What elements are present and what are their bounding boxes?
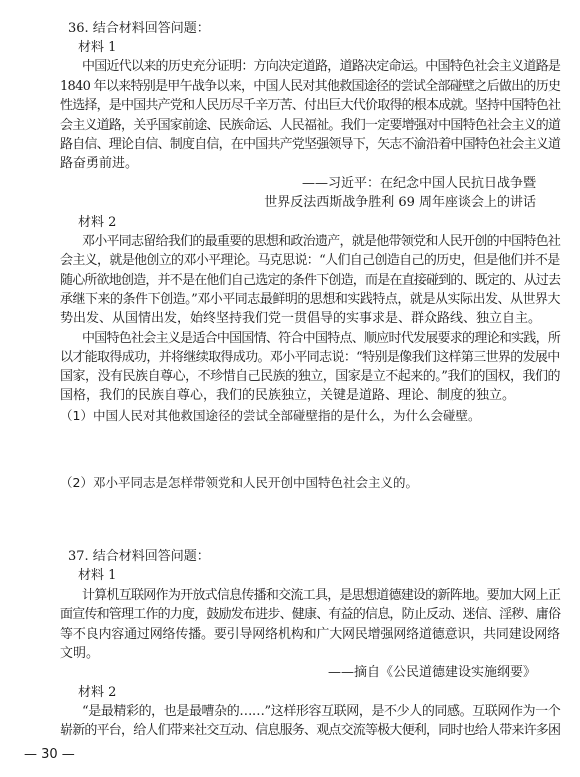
q36-subquestion-2: （2）邓小平同志是怎样带领党和人民开创中国特色社会主义的。	[60, 475, 418, 490]
q37-material2-label: 材料 2	[78, 685, 117, 700]
q37-m1-line-3: 等不良内容通过网络传播。要引导网络机构和广大网民增强网络道德意识，共同建设网络	[60, 627, 560, 642]
q36-m2-line-9: 国格，我们的民族自尊心，我们的民族独立，关键是道路、理论、制度的独立。	[60, 388, 516, 403]
q36-m2-line-2: 会主义，就是他创立的邓小平理论。马克思说：“人们自己创造自己的历史，但是他们并不是	[60, 253, 560, 268]
q36-m2-line-3: 随心所欲地创造，并不是在他们自己选定的条件下创造，而是在直接碰到的、既定的、从过去	[60, 273, 561, 288]
q36-m1-line-1: 中国近代以来的历史充分证明：方向决定道路，道路决定命运。中国特色社会主义道路是	[82, 59, 561, 74]
q36-m2-line-7: 以才能取得成功，并将继续取得成功。邓小平同志说：“特别是像我们这样第三世界的发展中	[60, 350, 560, 365]
q36-m1-line-2: 1840 年以来特别是甲午战争以来，中国人民对其他救国途径的尝试全部碰壁之后做出的历史	[60, 79, 561, 94]
q36-m2-line-8: 国家，没有民族自尊心，不珍惜自己民族的独立，国家是立不起来的。”我们的国权，我们的	[60, 369, 561, 384]
q36-m1-source-1: ——习近平：在纪念中国人民抗日战争暨	[301, 176, 536, 191]
q36-subquestion-1: （1）中国人民对其他救国途径的尝试全部碰壁指的是什么，为什么会碰壁。	[60, 408, 481, 423]
q36-m2-line-5: 势出发、从国情出发，始终坚持我们党一贯倡导的实事求是、群众路线、独立自主。	[60, 311, 542, 326]
q37-title: 37. 结合材料回答问题：	[68, 549, 210, 564]
q36-m1-line-5: 路自信、理论自信、制度自信，在中国共产党坚强领导下，矢志不渝沿着中国特色社会主义道	[60, 137, 561, 152]
q36-m2-line-4: 承继下来的条件下创造。”邓小平同志最鲜明的思想和实践特点，就是从实际出发、从世界大	[60, 292, 561, 307]
q37-material1-label: 材料 1	[78, 568, 117, 583]
q37-m1-line-2: 面宣传和管理工作的力度，鼓励发布进步、健康、有益的信息，防止反动、迷信、淫秽、庸俗	[60, 607, 561, 622]
q36-m1-source-2: 世界反法西斯战争胜利 69 周年座谈会上的讲话	[264, 195, 536, 210]
q37-m2-line-2: 崭新的平台，给人们带来社交互动、信息服务、观点交流等极大便利，同时也给人带来许多困	[60, 723, 561, 738]
q37-m1-line-1: 计算机互联网作为开放式信息传播和交流工具，是思想道德建设的新阵地。要加大网上正	[82, 588, 561, 603]
q37-m1-line-4: 文明。	[60, 646, 100, 661]
q37-m2-line-1: “是最精彩的，也是最嘈杂的……”这样形容互联网，是不少人的同感。互联网作为一个	[82, 704, 561, 719]
q36-material1-label: 材料 1	[78, 40, 117, 55]
q36-title: 36. 结合材料回答问题：	[68, 21, 210, 36]
q36-m1-line-4: 会主义道路，关乎国家前途、民族命运、人民福祉。我们一定要增强对中国特色社会主义的道	[60, 118, 561, 133]
q36-m2-line-6: 中国特色社会主义是适合中国国情、符合中国特点、顺应时代发展要求的理论和实践，所	[82, 331, 561, 346]
page-number: — 30 —	[24, 747, 75, 762]
q36-m2-line-1: 邓小平同志留给我们的最重要的思想和政治遗产，就是他带领党和人民开创的中国特色社	[82, 234, 561, 249]
q36-m1-line-6: 路奋勇前进。	[60, 156, 139, 171]
q37-m1-source: ——摘自《公民道德建设实施纲要》	[327, 665, 536, 680]
q36-m1-line-3: 性选择，是中国共产党和人民历尽千辛万苦、付出巨大代价取得的根本成就。坚持中国特色社	[60, 98, 561, 113]
q36-material2-label: 材料 2	[78, 215, 117, 230]
